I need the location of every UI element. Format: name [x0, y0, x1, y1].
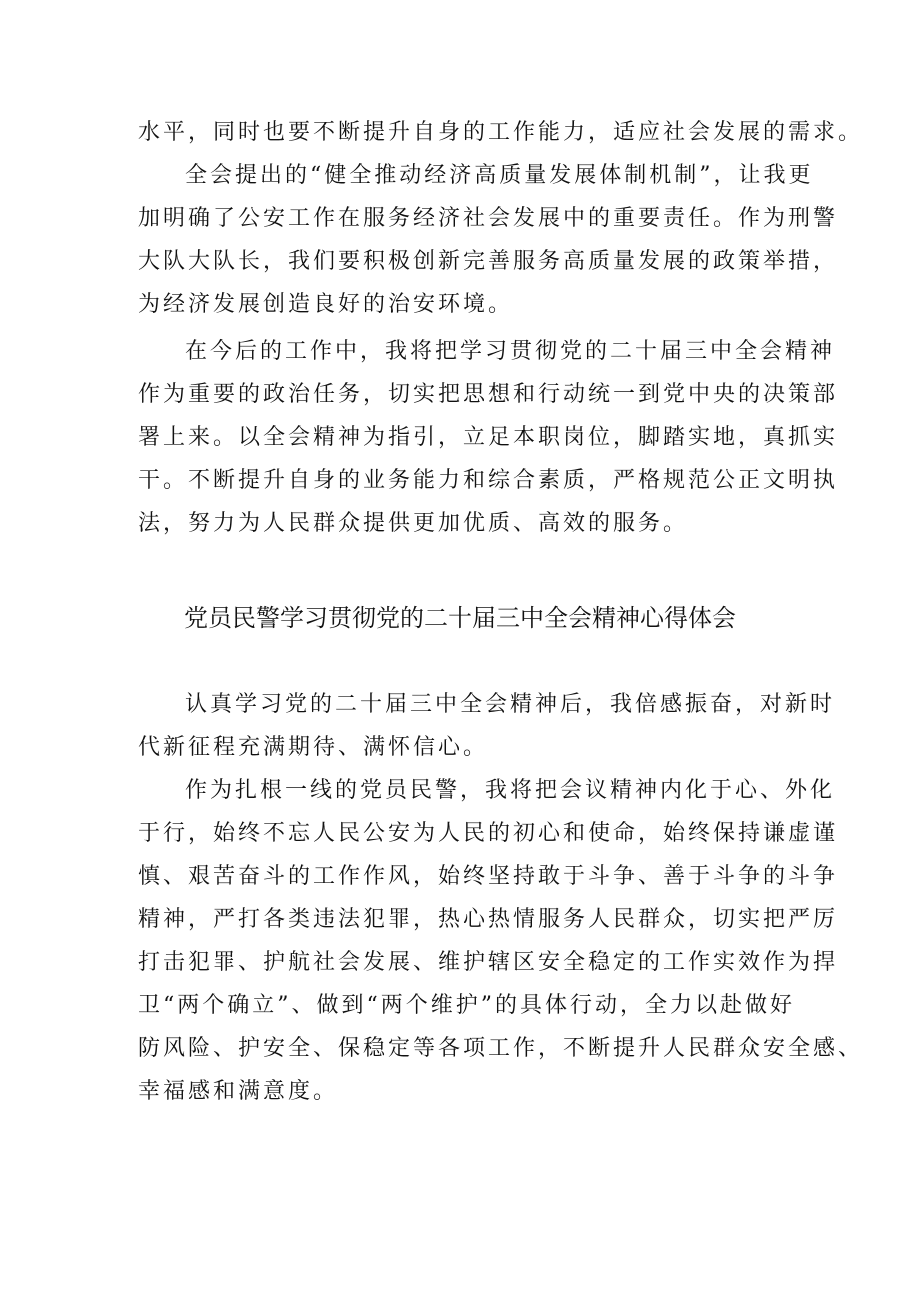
paragraph-line: 代新征程充满期待、满怀信心。	[138, 735, 489, 760]
paragraph-line: 作为重要的政治任务，切实把思想和行动统一到党中央的决策部	[138, 382, 839, 407]
paragraph-line: 干。不断提升自身的业务能力和综合素质，严格规范公正文明执	[138, 468, 839, 493]
paragraph-line: 幸福感和满意度。	[138, 1079, 339, 1104]
paragraph-line: 作为扎根一线的党员民警，我将把会议精神内化于心、外化	[185, 778, 836, 803]
paragraph-line: 署上来。以全会精神为指引，立足本职岗位，脚踏实地，真抓实	[138, 425, 839, 450]
section-heading: 党员民警学习贯彻党的二十届三中全会精神心得体会	[184, 604, 736, 632]
paragraph-line: 大队大队长，我们要积极创新完善服务高质量发展的政策举措，	[138, 249, 839, 274]
paragraph-line: 法，努力为人民群众提供更加优质、高效的服务。	[138, 511, 689, 536]
paragraph-line: 为经济发展创造良好的治安环境。	[138, 292, 514, 317]
paragraph-line: 水平，同时也要不断提升自身的工作能力，适应社会发展的需求。	[138, 120, 864, 145]
paragraph-line: 卫“两个确立”、做到“两个维护”的具体行动，全力以赴做好	[138, 993, 795, 1018]
paragraph-line: 慎、艰苦奋斗的工作作风，始终坚持敢于斗争、善于斗争的斗争	[138, 864, 839, 889]
paragraph-line: 认真学习党的二十届三中全会精神后，我倍感振奋，对新时	[185, 692, 836, 717]
paragraph-line: 全会提出的“健全推动经济高质量发展体制机制”，让我更	[185, 163, 814, 188]
paragraph-line: 防风险、护安全、保稳定等各项工作，不断提升人民群众安全感、	[138, 1036, 864, 1061]
paragraph-line: 于行，始终不忘人民公安为人民的初心和使命，始终保持谦虚谨	[138, 821, 839, 846]
paragraph-line: 加明确了公安工作在服务经济社会发展中的重要责任。作为刑警	[138, 206, 839, 231]
paragraph-line: 打击犯罪、护航社会发展、维护辖区安全稳定的工作实效作为捍	[138, 950, 839, 975]
paragraph-line: 在今后的工作中，我将把学习贯彻党的二十届三中全会精神	[185, 339, 836, 364]
paragraph-line: 精神，严打各类违法犯罪，热心热情服务人民群众，切实把严厉	[138, 907, 839, 932]
